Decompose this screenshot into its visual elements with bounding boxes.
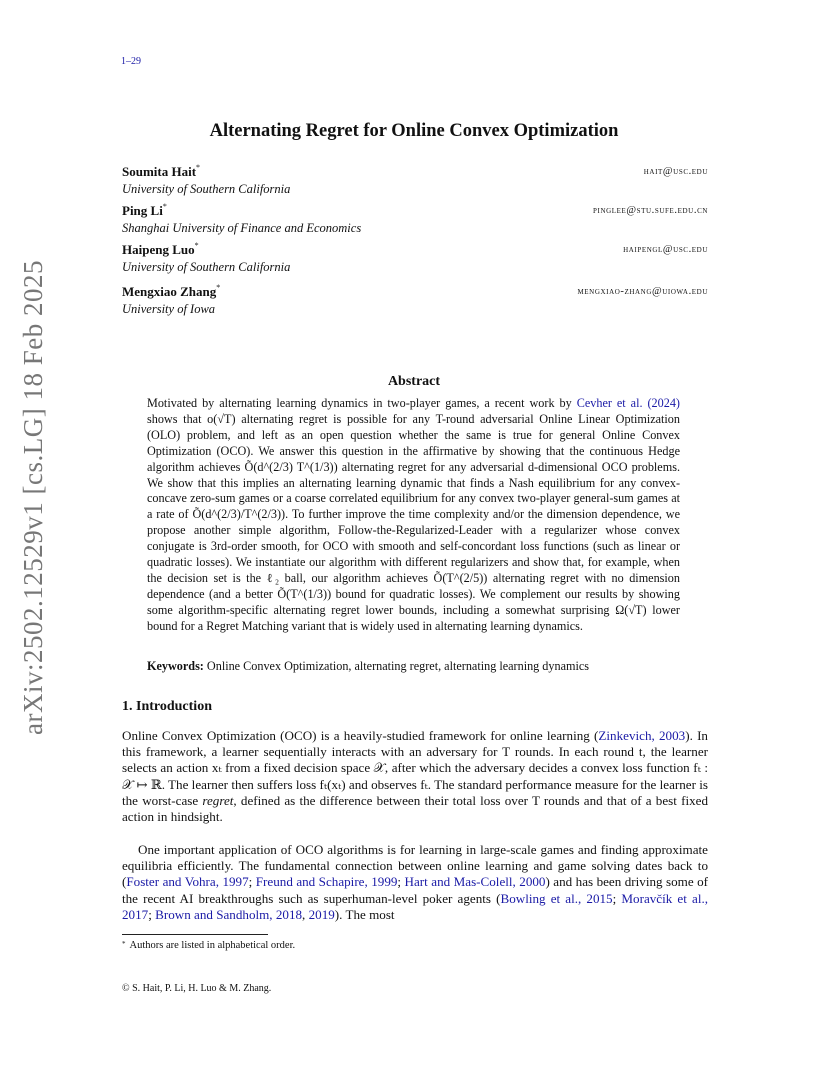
author-affiliation: University of Southern California (122, 260, 291, 274)
author-block (122, 284, 708, 317)
citation-link[interactable]: Foster and Vohra, 1997 (126, 874, 249, 890)
abstract-heading: Abstract (387, 374, 441, 389)
section-heading: 1. Introduction (122, 699, 212, 714)
page-number: 1–29 (121, 56, 141, 67)
author-block (122, 242, 708, 275)
author-email[interactable]: pinglee@stu.sufe.edu.cn (593, 205, 708, 216)
citation-link[interactable]: Cevher et al. (2024) (576, 396, 680, 410)
intro-paragraph: One important application of OCO algorithms is for learning in large-scale games and finding approximate equilibria efficiently. The fundamental connection between online learning and game solving dates back to (Foster and Vohra, 1997; Freund and Schapire, 1999; Hart and Mas-Colell, 2000) and has been driving some of the recent AI breakthroughs such as superhuman-level poker agents (Bowling et al., 2015; Moravčík et al., 2017; Brown and Sandholm, 2018, 2019). The most (122, 842, 709, 922)
citation-link[interactable]: Brown and Sandholm, 2018 (155, 906, 303, 922)
citation-link[interactable]: Hart and Mas-Colell, 2000 (404, 874, 546, 890)
arxiv-stamp: arXiv:2502.12529v1 [cs.LG] 18 Feb 2025 (18, 260, 48, 735)
copyright-line: © S. Hait, P. Li, H. Luo & M. Zhang. (122, 983, 272, 994)
author-affiliation: University of Iowa (122, 302, 216, 316)
keywords-line: Keywords: Online Convex Optimization, alternating regret, alternating learning dynamics (147, 659, 590, 673)
author-name: Ping Li* (122, 202, 167, 218)
paper-title: Alternating Regret for Online Convex Optimization (209, 121, 619, 141)
author-email[interactable]: mengxiao-zhang@uiowa.edu (577, 286, 708, 297)
abstract-body: Motivated by alternating learning dynamics in two-player games, a recent work by Cevher et al. (2024) shows that o(√T) alternating regret is possible for any T-round adversarial Online Linear Optimization (OLO) problem, and left as an open question whether the same is true for general Online Convex Optimization (OCO). We answer this question in the affirmative by showing that the continuous Hedge algorithm achieves Õ(d^(2/3) T^(1/3)) alternating regret for any adversarial d-dimensional OCO problems. We show that this implies an alternating learning dynamic that finds a Nash equilibrium for any convex-concave zero-sum games or a coarse correlated equilibrium for any convex two-player general-sum games at a rate of Õ(d^(2/3)/T^(2/3)). To further improve the time complexity and/or the dimension dependence, we propose another simple algorithm, Follow-the-Regularized-Leader with a regularizer whose convex conjugate is 3rd-order smooth, for OCO with smooth and self-concordant loss functions (such as linear or quadratic losses). We instantiate our algorithm with different regularizers and show that, for example, when the decision set is the ℓ₂ ball, our algorithm achieves Õ(T^(2/5)) alternating regret with no dimension dependence (and a better Õ(T^(1/3)) bound for quadratic losses). We complement our results by showing some algorithm-specific alternating regret lower bounds, including a somewhat surprising Ω(√T) lower bound for a Regret Matching variant that is widely used in alternating learning dynamics. (147, 396, 680, 633)
citation-link[interactable]: Bowling et al., 2015 (500, 890, 613, 906)
author-email[interactable]: hait@usc.edu (643, 166, 708, 177)
author-name: Haipeng Luo* (122, 241, 199, 257)
author-block (122, 203, 708, 236)
author-name: Mengxiao Zhang* (122, 283, 221, 299)
citation-link[interactable]: Zinkevich, 2003 (598, 728, 686, 743)
citation-link[interactable]: Moravčík et al., 2017 (122, 890, 708, 922)
author-block (122, 164, 708, 197)
author-affiliation: University of Southern California (122, 182, 291, 196)
footnote-rule (122, 934, 268, 935)
author-name: Soumita Hait* (122, 163, 201, 179)
citation-link[interactable]: Freund and Schapire, 1999 (255, 874, 398, 890)
author-affiliation: Shanghai University of Finance and Economics (122, 221, 362, 235)
author-email[interactable]: haipengl@usc.edu (623, 244, 708, 255)
footnote: * Authors are listed in alphabetical order. (122, 940, 296, 951)
citation-link[interactable]: 2019 (308, 906, 335, 922)
intro-paragraph: Online Convex Optimization (OCO) is a heavily-studied framework for online learning (Zinkevich, 2003). In this framework, a learner sequentially interacts with an adversary for T rounds. In each round t, the learner selects an action xₜ from a fixed decision space 𝒳, after which the adversary decides a convex loss function fₜ : 𝒳 ↦ ℝ. The learner then suffers loss fₜ(xₜ) and observes fₜ. The standard performance measure for the learner is the worst-case regret, defined as the difference between their total loss over T rounds and that of a best fixed action in hindsight. (122, 728, 708, 825)
